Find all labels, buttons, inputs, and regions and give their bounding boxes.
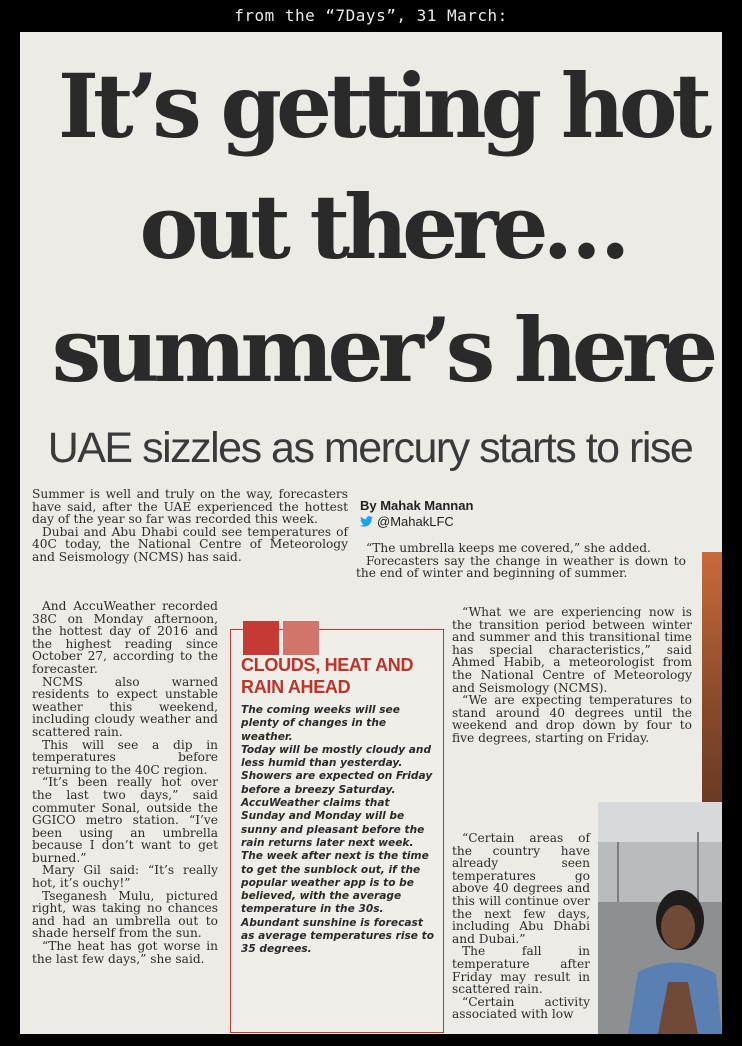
- author-name: By Mahak Mannan: [360, 498, 474, 513]
- article-paragraph: “The umbrella keeps me covered,” she added.: [366, 541, 651, 555]
- article-paragraph: This will see a dip in temperatures before returning to the 40C region.: [32, 737, 218, 777]
- sidebar-paragraph: Abundant sunshine is forecast as average temperatures rise to 35 degrees.: [241, 916, 435, 956]
- twitter-bird-icon: [360, 516, 373, 527]
- image-caption: from the “7Days”, 31 March:: [234, 6, 508, 25]
- decorative-square-light: [283, 621, 319, 655]
- article-paragraph: And AccuWeather recorded 38C on Monday afternoon, the hottest day of 2016 and the highest reading since October 27, according to the forecaster.: [32, 599, 218, 676]
- headline-line-3: summer’s here: [51, 298, 713, 402]
- article-paragraph: Forecasters say the change in weather is down to the end of winter and beginning of summer.: [356, 553, 686, 581]
- article-paragraph: Tseganesh Mulu, pictured right, was taking no chances and had an umbrella out to shade herself from the sun.: [32, 888, 218, 941]
- photo-illustration: [598, 802, 722, 1034]
- author-handle-text: @MahakLFC: [377, 514, 454, 529]
- article-paragraph: “What we are experiencing now is the transition period between winter and summer and this transitional time has special characteristics,” said Ahmed Habib, a meteorologist from the National Centre of Meteorology and Seismology (NCMS).: [452, 605, 692, 695]
- article-paragraph: NCMS also warned residents to expect unstable weather this weekend, including cloudy weather and scattered rain.: [32, 674, 218, 739]
- article-column-intro: [32, 488, 348, 564]
- subheadline: UAE sizzles as mercury starts to rise: [47, 424, 693, 472]
- sidebar-title: CLOUDS, HEAT AND RAIN AHEAD: [241, 655, 414, 697]
- newspaper-page: [20, 32, 722, 1034]
- article-paragraph: Dubai and Abu Dhabi could see temperatures of 40C today, the National Centre of Meteorology and Seismology (NCMS) has said.: [32, 524, 348, 564]
- article-paragraph: “It’s been really hot over the last two days,” said commuter Sonal, outside the GGICO metro station. “I’ve been using an umbrella because I don’t want to get burned.”: [32, 775, 218, 865]
- article-column-left: [32, 600, 218, 965]
- sidebar-paragraph: The week after next is the time to get the sunblock out, if the popular weather app is to be believed, with the average temperature in the 30s.: [241, 850, 429, 916]
- article-paragraph: “The heat has got worse in the last few days,” she said.: [32, 939, 218, 966]
- article-paragraph: Summer is well and truly on the way, forecasters have said, after the UAE experienced the hottest day of the year so far was recorded this week.: [32, 487, 348, 527]
- article-column-right-top: [356, 542, 686, 580]
- article-paragraph: “Certain areas of the country have already seen temperatures go above 40 degrees and this will continue over the next few days, including Abu Dhabi and Dubai.”: [452, 831, 590, 946]
- weather-sidebar-box: [230, 629, 444, 1033]
- cropped-photo-edge: [702, 552, 722, 802]
- decorative-square-dark: [243, 621, 279, 655]
- sidebar-paragraph: Today will be mostly cloudy and less humid than yesterday. Showers are expected on Friday before a breezy Saturday.: [241, 743, 433, 796]
- byline: [360, 498, 473, 529]
- sidebar-paragraph: The coming weeks will see plenty of changes in the weather.: [241, 704, 400, 743]
- sidebar-paragraph: AccuWeather claims that Sunday and Monday will be sunny and pleasant before the rain returns later next week.: [241, 797, 425, 849]
- article-paragraph: Mary Gil said: “It’s really hot, it’s ouchy!”: [32, 863, 218, 891]
- article-column-right-narrow: [452, 832, 590, 1021]
- article-column-right: [452, 606, 692, 745]
- sidebar-body: [241, 704, 437, 957]
- headline-line-1: It’s getting hot: [57, 54, 707, 158]
- article-paragraph: “Certain activity associated with low: [452, 994, 590, 1022]
- article-paragraph: “We are expecting temperatures to stand around 40 degrees until the weekend and drop down by four to five degrees, starting on Friday.: [452, 693, 692, 745]
- woman-with-umbrella-photo: [598, 802, 722, 1034]
- article-paragraph: The fall in temperature after Friday may result in scattered rain.: [452, 944, 590, 997]
- headline-line-2: out there…: [139, 175, 625, 279]
- author-handle: [360, 514, 473, 529]
